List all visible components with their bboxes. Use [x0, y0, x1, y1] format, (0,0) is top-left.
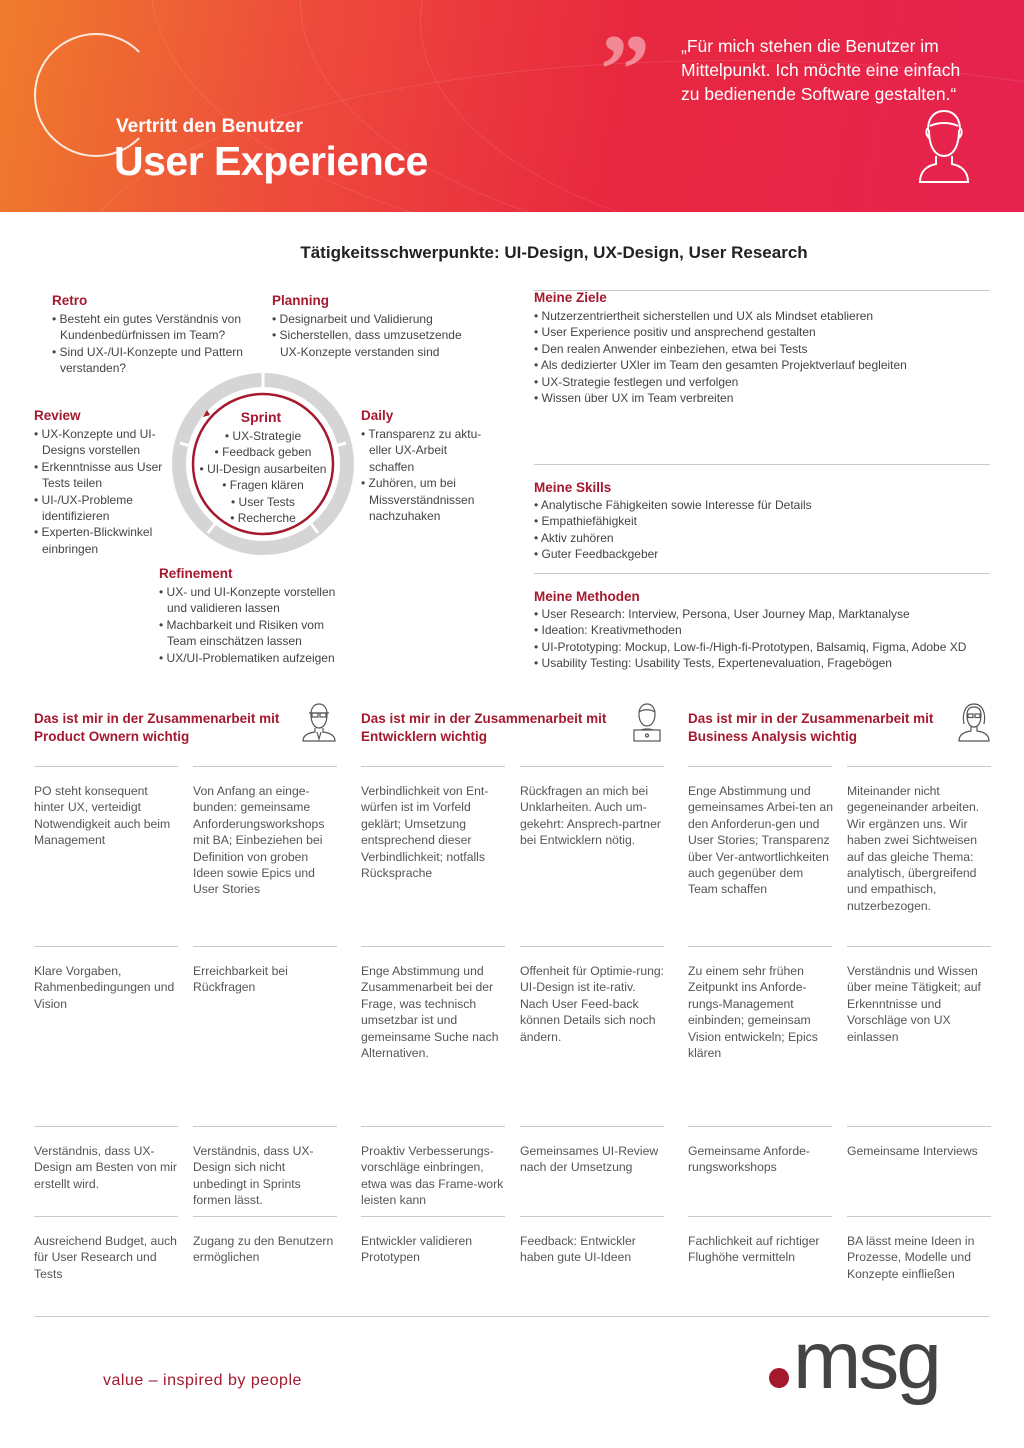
divider	[534, 573, 990, 574]
list-item: • Guter Feedbackgeber	[534, 546, 994, 562]
collab-cell: Offenheit für Optimie-rung: UI-Design ist ite-rativ. Nach User Feed-back können Details sich noch ändern.	[520, 963, 666, 1045]
logo-dot	[769, 1368, 789, 1388]
collab-cell: Von Anfang an einge-bunden: gemeinsame Anforderungsworkshops mit BA; Einbeziehen bei Definition von groben Ideen sowie Epics und User Stories	[193, 783, 339, 898]
methods-title: Meine Methoden	[534, 589, 640, 604]
list-item: • Empathiefähigkeit	[534, 513, 994, 529]
collab-cell: Feedback: Entwickler haben gute UI-Ideen	[520, 1233, 666, 1266]
daily-title: Daily	[361, 408, 394, 423]
developer-icon	[628, 702, 666, 742]
refinement-list	[159, 584, 354, 666]
list-item: • Analytische Fähigkeiten sowie Interesse für Details	[534, 497, 994, 513]
collab-title-ba: Das ist mir in der Zusammenarbeit mit Business Analysis wichtig	[688, 711, 934, 744]
list-item: • Nutzerzentriertheit sicherstellen und UX als Mindset etablieren	[534, 308, 994, 324]
list-item: • UX-Strategie festlegen und verfolgen	[534, 374, 994, 390]
list-item: • Recherche	[183, 510, 343, 526]
list-item: • User Research: Interview, Persona, User Journey Map, Marktanalyse	[534, 606, 1004, 622]
collab-cell: Zugang zu den Benutzern ermöglichen	[193, 1233, 339, 1266]
list-item: • UX- und UI-Konzepte vorstellen und validieren lassen	[159, 584, 354, 617]
page-title: User Experience	[114, 138, 428, 184]
list-item: • UI-Design ausarbeiten	[183, 461, 343, 477]
collab-cell: Verständnis, dass UX-Design sich nicht unbedingt in Sprints formen lässt.	[193, 1143, 339, 1209]
footer-divider	[34, 1316, 990, 1317]
list-item: • Feedback geben	[183, 444, 343, 460]
quote-mark: ”	[600, 14, 650, 125]
list-item: • Den realen Anwender einbeziehen, etwa bei Tests	[534, 341, 994, 357]
collab-cell: Gemeinsame Anforde-rungsworkshops	[688, 1143, 834, 1176]
header-subtitle: Vertritt den Benutzer	[116, 116, 303, 137]
goals-list	[534, 308, 994, 406]
list-item: • UI-/UX-Probleme identifizieren	[34, 492, 166, 525]
collab-title-po: Das ist mir in der Zusammenarbeit mit Product Ownern wichtig	[34, 711, 280, 744]
product-owner-icon	[300, 702, 338, 742]
collab-cell: Klare Vorgaben, Rahmenbedingungen und Vision	[34, 963, 180, 1012]
logo-text: msg	[793, 1328, 939, 1406]
collab-cell: Gemeinsame Interviews	[847, 1143, 993, 1159]
list-item: • Fragen klären	[183, 477, 343, 493]
collab-cell: Rückfragen an mich bei Unklarheiten. Auch um-gekehrt: Ansprech-partner bei Entwicklern nötig.	[520, 783, 666, 849]
daily-list	[361, 426, 491, 524]
list-item: • Erkenntnisse aus User Tests teilen	[34, 459, 166, 492]
collab-cell: Verständnis, dass UX-Design am Besten von mir erstellt wird.	[34, 1143, 180, 1192]
collab-cell: Entwickler validieren Prototypen	[361, 1233, 507, 1266]
list-item: • Zuhören, um bei Missverständnissen nachzuhaken	[361, 475, 491, 524]
divider	[534, 464, 990, 465]
header-banner	[0, 0, 1024, 212]
list-item: • Aktiv zuhören	[534, 530, 994, 546]
list-item: • UI-Prototyping: Mockup, Low-fi-/High-fi-Prototypen, Balsamiq, Figma, Adobe XD	[534, 639, 1004, 655]
skills-title: Meine Skills	[534, 480, 612, 495]
collab-cell: Ausreichend Budget, auch für User Research und Tests	[34, 1233, 180, 1282]
list-item: • Usability Testing: Usability Tests, Expertenevaluation, Fragebögen	[534, 655, 1004, 671]
collab-cell: Gemeinsames UI-Review nach der Umsetzung	[520, 1143, 666, 1176]
list-item: • Machbarkeit und Risiken vom Team einschätzen lassen	[159, 617, 354, 650]
list-item: • UX/UI-Problematiken aufzeigen	[159, 650, 354, 666]
collab-cell: Enge Abstimmung und gemeinsames Arbei-ten an den Anforderun-gen und User Stories; Transparenz über Ver-antwortlichkeiten auch gegenüber dem Team schaffen	[688, 783, 834, 898]
retro-title: Retro	[52, 293, 88, 308]
list-item: • Experten-Blickwinkel einbringen	[34, 524, 166, 557]
retro-list	[52, 311, 262, 377]
collab-cell: Erreichbarkeit bei Rückfragen	[193, 963, 339, 996]
refinement-title: Refinement	[159, 566, 233, 581]
sprint-title: Sprint	[240, 409, 282, 425]
collab-cell: Miteinander nicht gegeneinander arbeiten. Wir ergänzen uns. Wir haben zwei Sichtweisen auf das gleiche Thema: analytisch, übergreifend und empathisch, nutzerbezogen.	[847, 783, 993, 914]
collab-cell: BA lässt meine Ideen in Prozesse, Modelle und Konzepte einfließen	[847, 1233, 993, 1282]
list-item: • User Experience positiv und ansprechend gestalten	[534, 324, 994, 340]
collab-cell: Proaktiv Verbesserungs-vorschläge einbringen, etwa was das Frame-work leisten kann	[361, 1143, 507, 1209]
list-item: • Besteht ein gutes Verständnis von Kundenbedürfnissen im Team?	[52, 311, 262, 344]
list-item: • Designarbeit und Validierung	[272, 311, 482, 327]
footer-slogan: value – inspired by people	[103, 1372, 302, 1389]
list-item: • Sicherstellen, dass umzusetzende UX-Konzepte verstanden sind	[272, 327, 482, 360]
list-item: • UX-Konzepte und UI-Designs vorstellen	[34, 426, 166, 459]
planning-list	[272, 311, 482, 360]
planning-title: Planning	[272, 293, 329, 308]
review-title: Review	[34, 408, 81, 423]
collab-cell: Fachlichkeit auf richtiger Flughöhe vermitteln	[688, 1233, 834, 1266]
header-quote: „Für mich stehen die Benutzer im Mittelpunkt. Ich möchte eine einfach zu bedienende Software gestalten.“	[681, 36, 961, 104]
list-item: • Transparenz zu aktu-eller UX-Arbeit schaffen	[361, 426, 491, 475]
focus-heading: Tätigkeitsschwerpunkte: UI-Design, UX-Design, User Research	[300, 243, 808, 262]
list-item: • User Tests	[183, 494, 343, 510]
sprint-list	[183, 428, 343, 526]
msg-logo	[765, 1328, 975, 1408]
collab-cell: Zu einem sehr frühen Zeitpunkt ins Anforde-rungs-Management einbinden; gemeinsam Vision entwickeln; Epics klären	[688, 963, 834, 1061]
list-item: • Als dedizierter UXler im Team den gesamten Projektverlauf begleiten	[534, 357, 994, 373]
list-item: • Wissen über UX im Team verbreiten	[534, 390, 994, 406]
collab-title-dev: Das ist mir in der Zusammenarbeit mit Entwicklern wichtig	[361, 711, 607, 744]
review-list	[34, 426, 166, 557]
business-analyst-icon	[955, 702, 993, 742]
goals-title: Meine Ziele	[534, 290, 607, 305]
collab-cell: Verbindlichkeit von Ent-würfen ist im Vorfeld geklärt; Umsetzung entsprechend dieser Verbindlichkeit; notfalls Rücksprache	[361, 783, 507, 881]
collab-cell: Enge Abstimmung und Zusammenarbeit bei der Frage, was technisch umsetzbar ist und gemeinsame Suche nach Alternativen.	[361, 963, 507, 1061]
collab-cell: PO steht konsequent hinter UX, verteidigt Notwendigkeit auch beim Management	[34, 783, 180, 849]
collab-cell: Verständnis und Wissen über meine Tätigkeit; auf Erkenntnisse und Vorschläge von UX einlassen	[847, 963, 993, 1045]
skills-list	[534, 497, 994, 563]
methods-list	[534, 606, 1004, 672]
list-item: • Sind UX-/UI-Konzepte und Pattern verstanden?	[52, 344, 262, 377]
person-icon	[916, 108, 972, 184]
list-item: • UX-Strategie	[183, 428, 343, 444]
list-item: • Ideation: Kreativmethoden	[534, 622, 1004, 638]
